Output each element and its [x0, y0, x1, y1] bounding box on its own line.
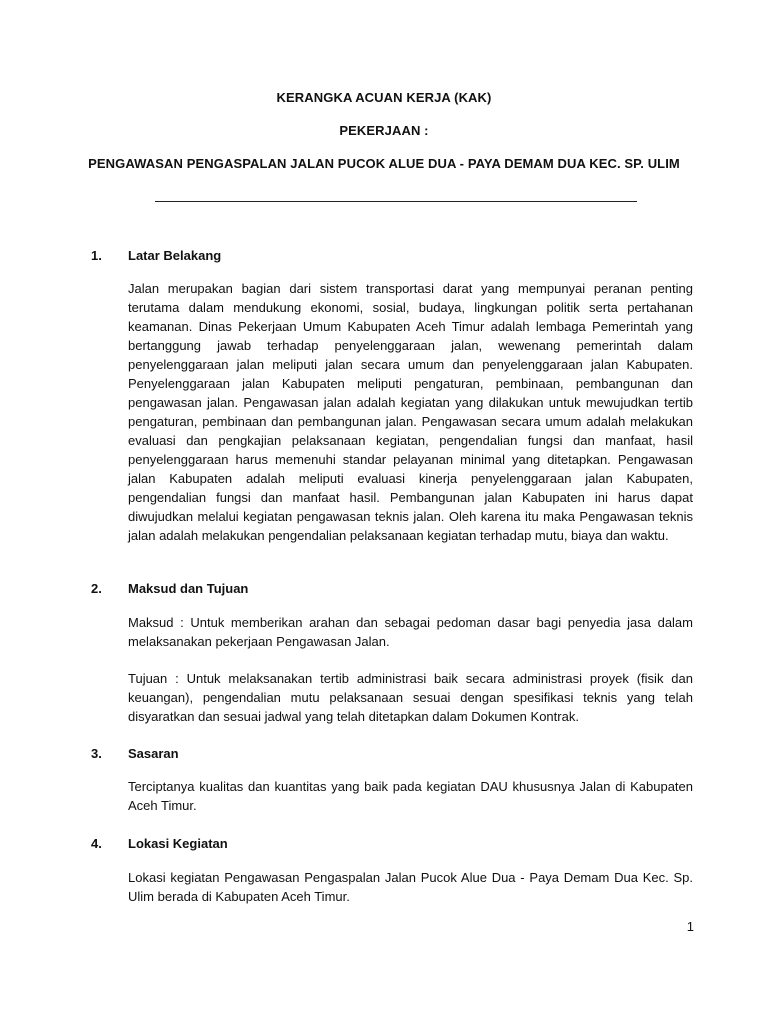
section-number: 4.	[91, 836, 102, 851]
section-title-sasaran: Sasaran	[128, 746, 179, 761]
section-title-lokasi-kegiatan: Lokasi Kegiatan	[128, 836, 228, 851]
section-number: 2.	[91, 581, 102, 596]
header-divider	[155, 201, 637, 202]
section-paragraph-maksud: Maksud : Untuk memberikan arahan dan sebagai pedoman dasar bagi penyedia jasa dalam melaksanakan pekerjaan Pengawasan Jalan.	[128, 615, 693, 649]
section-number: 1.	[91, 248, 102, 263]
section-paragraph: Jalan merupakan bagian dari sistem transportasi darat yang mempunyai peranan penting terutama dalam mendukung ekonomi, sosial, budaya, lingkungan politik serta pertahanan keamanan. Dinas Pekerjaan Umum Kabupaten Aceh Timur adalah lembaga Pemerintah yang bertanggung jawab terhadap penyelenggaraan jalan, wewenang pemerintah dalam penyelenggaraan jalan meliputi jalan secara umum dan penyelenggaraan jalan Kabupaten. Penyelenggaraan jalan Kabupaten meliputi pengaturan, pembinaan, pembangunan dan pengawasan jalan. Pengawasan jalan adalah kegiatan yang dilakukan untuk mewujudkan tertib pengaturan, pembinaan dan pembangunan jalan. Pengawasan secara umum adalah melakukan evaluasi dan pengkajian pelaksanaan kegiatan, pengendalian fungsi dan manfaat, hasil penyelenggaraan harus memenuhi standar pelayanan minimal yang ditetapkan. Pengawasan jalan Kabupaten adalah meliputi evaluasi kinerja penyelenggaraan jalan Kabupaten, pengendalian fungsi dan manfaat hasil. Pembangunan jalan Kabupaten ini harus dapat diwujudkan melalui kegiatan pengawasan teknis jalan. Oleh karena itu maka Pengawasan teknis jalan adalah melakukan pengendalian pelaksanaan kegiatan terhadap mutu, biaya dan waktu.	[128, 281, 693, 543]
section-paragraph: Lokasi kegiatan Pengawasan Pengaspalan Jalan Pucok Alue Dua - Paya Demam Dua Kec. Sp. Ulim berada di Kabupaten Aceh Timur.	[128, 870, 693, 904]
section-title-maksud-dan-tujuan: Maksud dan Tujuan	[128, 581, 249, 596]
document-title: KERANGKA ACUAN KERJA (KAK)	[276, 90, 492, 105]
section-paragraph: Terciptanya kualitas dan kuantitas yang baik pada kegiatan DAU khususnya Jalan di Kabupaten Aceh Timur.	[128, 779, 693, 813]
page-number: 1	[686, 919, 694, 934]
project-name: PENGAWASAN PENGASPALAN JALAN PUCOK ALUE DUA - PAYA DEMAM DUA KEC. SP. ULIM	[88, 156, 680, 171]
section-title-latar-belakang: Latar Belakang	[128, 248, 222, 263]
section-paragraph-tujuan: Tujuan : Untuk melaksanakan tertib administrasi baik secara administrasi proyek (fisik dan keuangan), pengendalian mutu pelaksanaan sesuai dengan spesifikasi teknis yang telah disyaratkan dan sesuai jadwal yang telah ditetapkan dalam Dokumen Kontrak.	[128, 671, 693, 724]
section-number: 3.	[91, 746, 102, 761]
document-subtitle: PEKERJAAN :	[339, 123, 429, 138]
